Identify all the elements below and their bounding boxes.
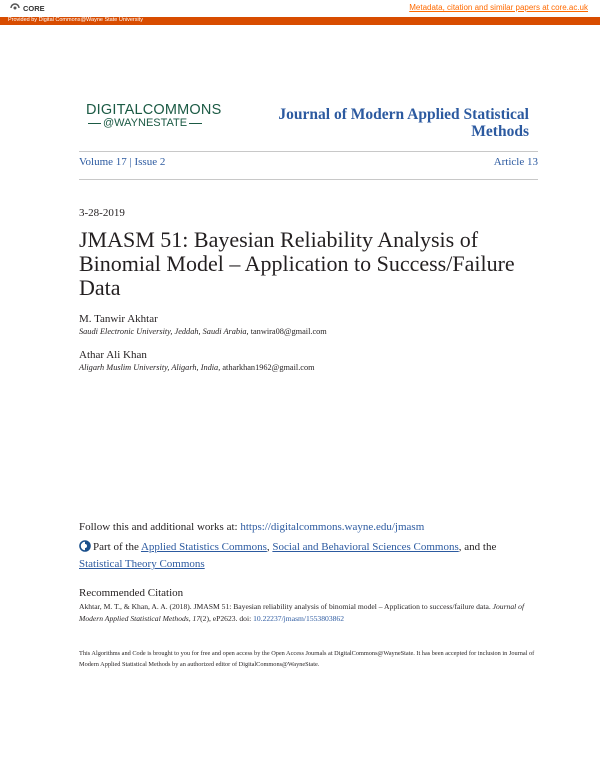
provided-by-text[interactable]: Provided by Digital Commons@Wayne State University: [8, 16, 143, 23]
top-divider: [79, 151, 538, 152]
author-name: M. Tanwir Akhtar: [79, 313, 158, 325]
author-email: tanwira08@gmail.com: [250, 327, 327, 336]
core-logo[interactable]: [9, 2, 49, 14]
journal-title[interactable]: Journal of Modern Applied Statistical Methods: [278, 106, 529, 140]
citation-doi-link[interactable]: 10.22237/jmasm/1553803862: [253, 613, 345, 623]
part-of-prefix: Part of the: [93, 541, 139, 553]
author-affiliation: [79, 327, 327, 336]
recommended-citation-heading: Recommended Citation: [79, 587, 184, 599]
logo-line2-text: @WAYNESTATE: [103, 117, 188, 129]
applied-statistics-commons-link[interactable]: Applied Statistics Commons: [140, 541, 267, 553]
part-of-sep: ,: [266, 541, 270, 553]
part-of-line: [79, 540, 539, 572]
author-affiliation-text: Saudi Electronic University, Jeddah, Saudi Arabia,: [79, 327, 249, 336]
author-name: Athar Ali Khan: [79, 349, 147, 361]
author-affiliation: [79, 363, 315, 372]
volume-row: [79, 156, 538, 174]
social-behavioral-sciences-commons-link[interactable]: Social and Behavioral Sciences Commons: [272, 541, 459, 553]
citation-rest: (2), eP2623. doi:: [200, 613, 252, 623]
article-number-link[interactable]: Article 13: [493, 156, 538, 168]
core-logo-text: CORE: [23, 3, 45, 13]
publication-date: 3-28-2019: [79, 207, 125, 219]
follow-url-link[interactable]: https://digitalcommons.wayne.edu/jmasm: [240, 521, 425, 533]
article-title: JMASM 51: Bayesian Reliability Analysis of Binomial Model – Application to Success/Failure Data: [79, 227, 515, 300]
citation-line1: Akhtar, M. T., & Khan, A. A. (2018). JMASM 51: Bayesian reliability analysis of binomial model – Application to success/failure data.: [79, 602, 491, 611]
provided-by-bar: [0, 17, 600, 25]
digital-commons-logo[interactable]: [86, 102, 220, 136]
bottom-divider: [79, 179, 538, 180]
logo-line2: [86, 117, 220, 129]
author-email: atharkhan1962@gmail.com: [222, 363, 315, 372]
follow-label: Follow this and additional works at:: [79, 521, 238, 533]
logo-line1: DIGITALCOMMONS: [86, 102, 222, 118]
core-bar: [0, 0, 600, 17]
author-affiliation-text: Aligarh Muslim University, Aligarh, India,: [79, 363, 221, 372]
volume-issue-link[interactable]: Volume 17 | Issue 2: [79, 156, 166, 168]
commons-network-icon: [79, 540, 91, 557]
citation-text: [79, 601, 539, 624]
citation-journal: Journal of Modern Applied Statistical Methods, 17: [79, 602, 525, 623]
access-footnote: This Algorithms and Code is brought to you for free and open access by the Open Access Journals at DigitalCommons@WayneState. It has been accepted for inclusion in Journal of Modern Applied Statistical Methods by an authorized editor of DigitalCommons@WayneState.: [79, 650, 535, 668]
statistical-theory-commons-link[interactable]: Statistical Theory Commons: [79, 558, 205, 570]
follow-line: [79, 521, 424, 533]
part-of-and: , and the: [458, 541, 497, 553]
core-logo-icon: [9, 2, 21, 14]
logo-dash-left: [88, 123, 101, 124]
logo-dash-right: [189, 123, 202, 124]
core-metadata-link[interactable]: Metadata, citation and similar papers at core.ac.uk: [409, 3, 588, 12]
